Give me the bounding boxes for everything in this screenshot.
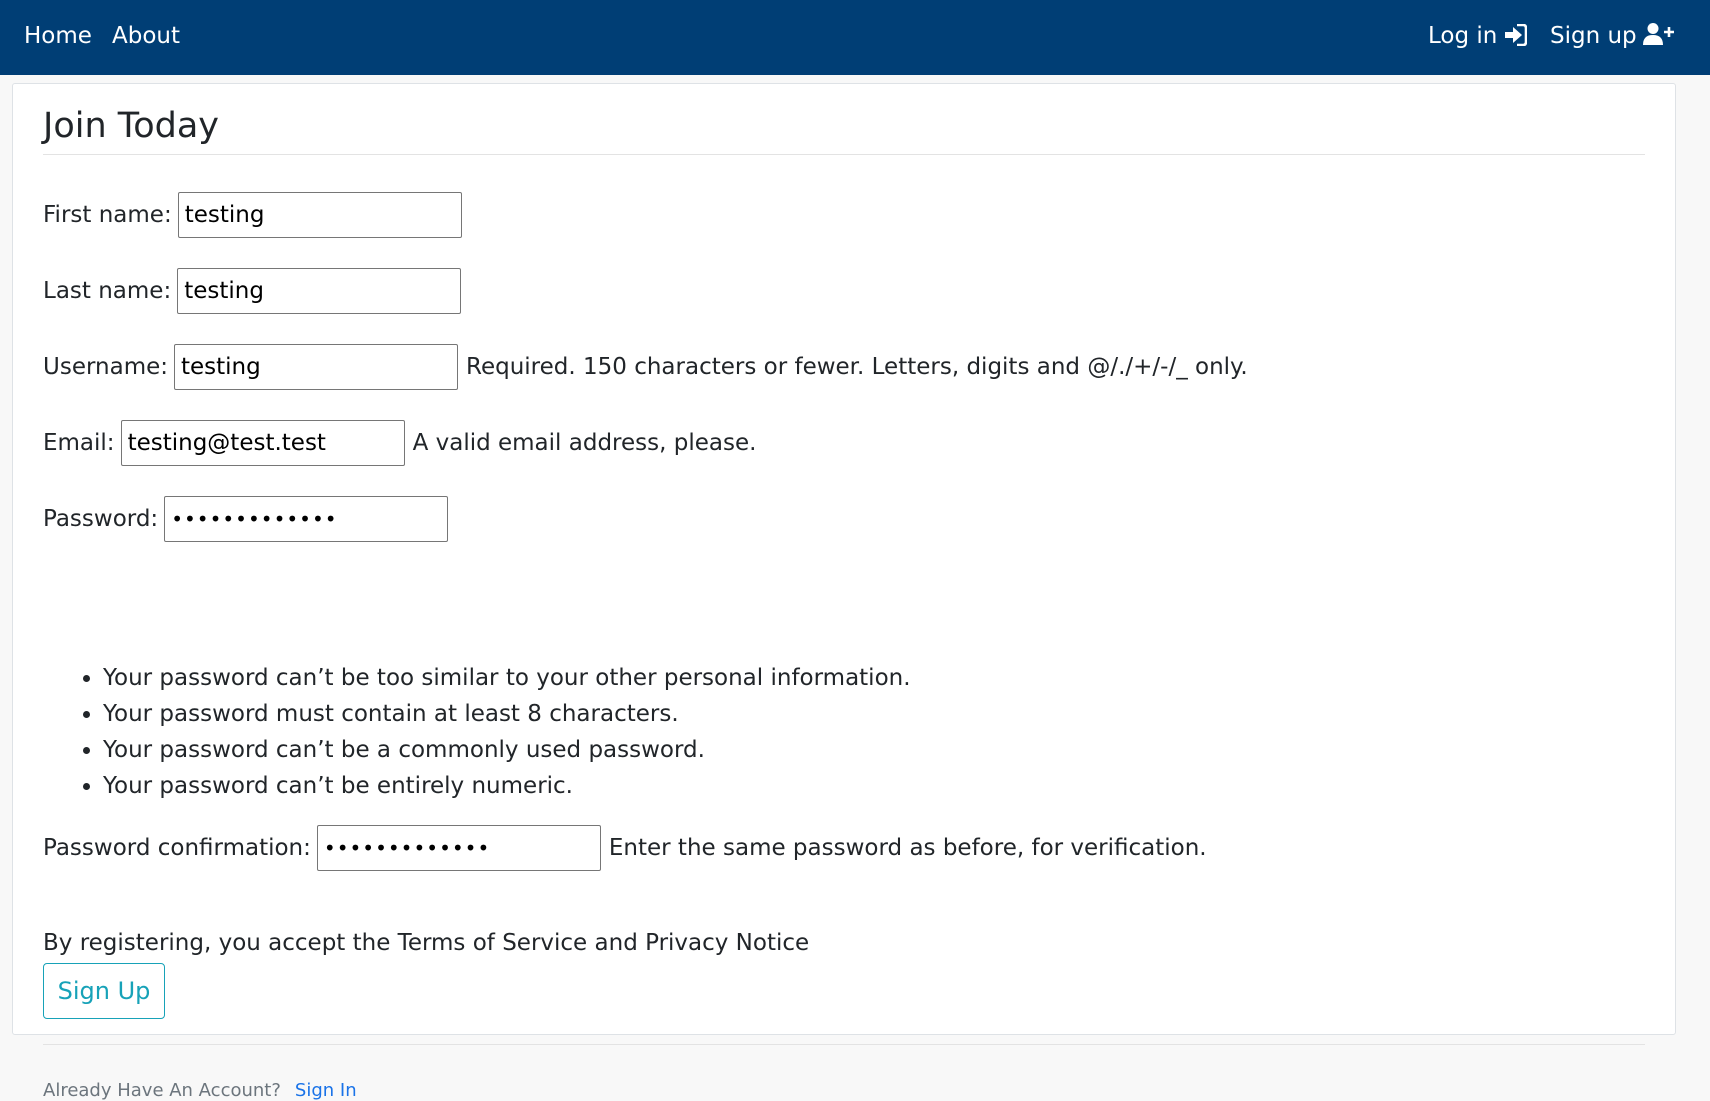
last-name-input[interactable]: testing: [177, 268, 461, 314]
username-row: [43, 344, 1248, 390]
sign-up-button[interactable]: Sign Up: [43, 963, 165, 1019]
last-name-label: Last name:: [43, 278, 172, 304]
list-item: • Your password must contain at least 8 characters.: [103, 696, 911, 732]
nav-signup-label: Sign up: [1550, 23, 1637, 49]
footer-divider: [43, 1044, 1645, 1045]
page-title: Join Today: [43, 106, 219, 146]
password-confirmation-input[interactable]: •••••••••••••: [317, 825, 601, 871]
list-item: • Your password can’t be a commonly used password.: [103, 732, 911, 768]
already-have-account-text: Already Have An Account?: [43, 1080, 281, 1101]
first-name-label: First name:: [43, 202, 172, 228]
password-label: Password:: [43, 506, 159, 532]
user-plus-icon: [1643, 22, 1675, 46]
password-input[interactable]: •••••••••••••: [164, 496, 448, 542]
password-confirmation-label: Password confirmation:: [43, 835, 311, 861]
sign-in-link[interactable]: Sign In: [294, 1080, 357, 1101]
password-confirmation-row: [43, 825, 1207, 871]
username-label: Username:: [43, 354, 168, 380]
nav-about-link[interactable]: About: [112, 23, 181, 49]
email-help-text: A valid email address, please.: [412, 430, 757, 456]
terms-notice: By registering, you accept the Terms of Service and Privacy Notice: [43, 930, 810, 956]
password-confirmation-help-text: Enter the same password as before, for verification.: [608, 835, 1207, 861]
last-name-row: [43, 268, 461, 314]
nav-login-link[interactable]: [1428, 0, 1527, 75]
sign-in-icon: [1503, 24, 1527, 46]
list-item: • Your password can’t be entirely numeric.: [103, 768, 911, 804]
list-item: • Your password can’t be too similar to your other personal information.: [103, 660, 911, 696]
first-name-row: [43, 192, 462, 238]
password-rules-list: [43, 660, 911, 804]
nav-signup-link[interactable]: [1550, 0, 1675, 75]
email-label: Email:: [43, 430, 115, 456]
first-name-input[interactable]: testing: [178, 192, 462, 238]
password-row: [43, 496, 448, 542]
username-input[interactable]: testing: [174, 344, 458, 390]
email-input[interactable]: testing@test.test: [121, 420, 405, 466]
top-navbar: [0, 0, 1710, 75]
nav-login-label: Log in: [1428, 23, 1498, 49]
username-help-text: Required. 150 characters or fewer. Letters, digits and @/./+/-/_ only.: [466, 354, 1248, 380]
signup-card: [12, 83, 1676, 1101]
title-divider: [43, 154, 1645, 155]
email-row: [43, 420, 756, 466]
nav-home-link[interactable]: Home: [24, 23, 92, 49]
already-have-account: [43, 1080, 357, 1101]
